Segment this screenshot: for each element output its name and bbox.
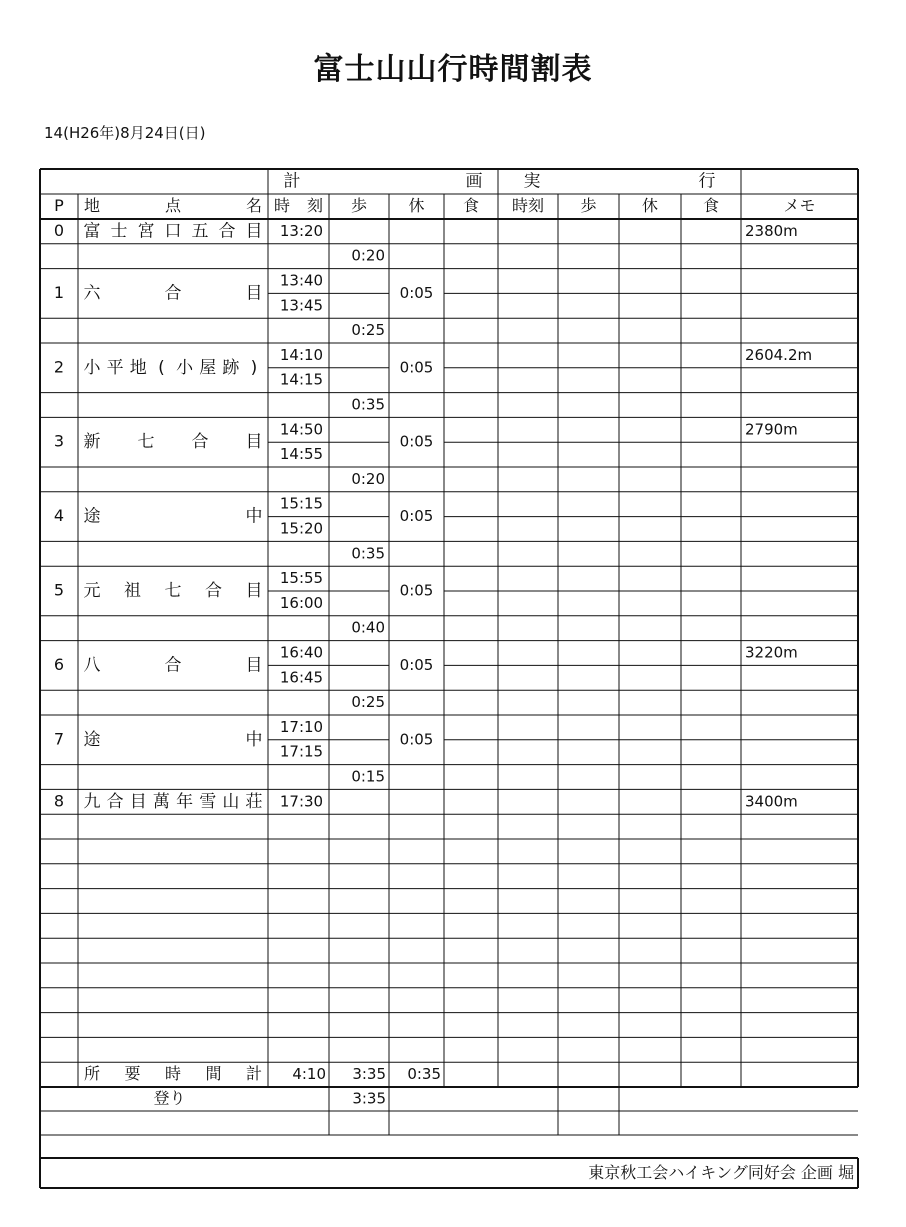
- plan-time: 13:45: [279, 296, 324, 315]
- point-name: [84, 581, 263, 601]
- char: 小: [176, 357, 194, 378]
- point-name: [84, 655, 263, 675]
- header-plan-meal: 食: [462, 196, 480, 215]
- char: 年: [176, 791, 194, 812]
- header-place: [84, 196, 262, 215]
- plan-time: 16:40: [279, 643, 324, 662]
- char: 実: [523, 171, 541, 192]
- char: 荘: [245, 791, 263, 812]
- char: 所: [83, 1064, 101, 1084]
- header-act-meal: 食: [702, 196, 720, 215]
- header-act-walk: 歩: [580, 196, 597, 215]
- header-plan-time: [274, 196, 323, 215]
- header-act-rest: 休: [641, 196, 659, 215]
- header-actual: [524, 172, 716, 192]
- page-title: 富士山山行時間割表: [313, 52, 593, 87]
- header-plan-rest: 休: [408, 196, 425, 215]
- plan-time: 17:30: [279, 792, 324, 811]
- char: 行: [698, 171, 716, 192]
- point-number: 4: [53, 506, 65, 526]
- char: 合: [218, 221, 236, 242]
- point-name: [84, 220, 263, 241]
- plan-walk-time: 0:35: [351, 395, 385, 414]
- plan-time: 14:15: [279, 370, 324, 389]
- point-name: [84, 730, 263, 750]
- point-name: [84, 358, 258, 378]
- plan-rest-time: 0:05: [399, 507, 434, 526]
- plan-walk-time: 0:20: [351, 246, 385, 265]
- point-name: [84, 283, 263, 303]
- char: 九: [83, 791, 101, 812]
- char: 合: [164, 283, 182, 304]
- point-number: 7: [53, 729, 65, 749]
- plan-time: 15:20: [279, 519, 324, 538]
- point-number: 8: [53, 791, 65, 811]
- header-act-time: 時刻: [511, 196, 545, 215]
- char: 地: [129, 357, 147, 378]
- point-number: 0: [53, 220, 65, 240]
- char: 地: [83, 196, 101, 215]
- plan-rest-time: 0:05: [399, 655, 434, 674]
- plan-time: 15:55: [279, 569, 324, 588]
- char: 祖: [124, 581, 141, 601]
- char: 合: [164, 655, 182, 676]
- climb-walk: 3:35: [352, 1089, 386, 1108]
- plan-rest-time: 0:05: [399, 283, 434, 302]
- plan-walk-time: 0:25: [351, 693, 385, 712]
- char: 中: [245, 729, 263, 750]
- header-plan-walk: 歩: [350, 196, 368, 215]
- char: 間: [205, 1064, 222, 1084]
- char: 口: [164, 221, 182, 242]
- plan-rest-time: 0:05: [399, 432, 434, 451]
- char: 途: [83, 506, 101, 527]
- char: 点: [164, 196, 182, 215]
- char: 元: [83, 581, 101, 601]
- char: 計: [283, 171, 301, 192]
- point-number: 3: [53, 431, 65, 451]
- plan-time: 17:10: [279, 717, 324, 736]
- plan-time: 13:20: [279, 221, 324, 240]
- char: 新: [83, 432, 101, 453]
- char: 七: [164, 581, 182, 601]
- point-name: [84, 507, 263, 527]
- plan-time: 15:15: [279, 494, 324, 513]
- char: 目: [245, 655, 263, 676]
- char: 五: [191, 221, 209, 242]
- memo-altitude: 2790m: [745, 420, 798, 439]
- char: 途: [83, 729, 101, 750]
- climb-label: 登り: [153, 1088, 186, 1108]
- char: 六: [83, 283, 101, 304]
- char: 要: [124, 1064, 141, 1084]
- memo-altitude: 3220m: [745, 643, 798, 662]
- point-number: 5: [53, 580, 65, 600]
- char: 跡: [222, 357, 240, 378]
- point-number: 1: [53, 282, 65, 302]
- char: 屋: [199, 357, 217, 378]
- char: 合: [191, 432, 209, 453]
- char: 合: [106, 791, 124, 812]
- header-plan: [284, 172, 483, 192]
- point-number: 6: [53, 654, 65, 674]
- char: 合: [205, 581, 222, 601]
- totals-rest: 0:35: [407, 1065, 441, 1084]
- char: 富: [83, 221, 101, 242]
- char: 目: [245, 432, 263, 453]
- char: 名: [245, 196, 263, 215]
- char: (: [158, 357, 165, 378]
- memo-altitude: 2380m: [745, 221, 798, 240]
- totals-label: [84, 1064, 262, 1083]
- char: 平: [106, 357, 124, 378]
- plan-time: 14:10: [279, 345, 324, 364]
- char: 目: [129, 791, 147, 812]
- hike-date: 14(H26年)8月24日(日): [44, 124, 206, 142]
- plan-walk-time: 0:20: [351, 469, 385, 488]
- point-number: 2: [53, 357, 65, 377]
- plan-walk-time: 0:40: [351, 618, 385, 637]
- char: 山: [222, 791, 240, 812]
- header-p: P: [54, 196, 64, 215]
- plan-rest-time: 0:05: [399, 581, 434, 600]
- char: 八: [83, 655, 101, 676]
- organizer-footer: 東京秋工会ハイキング同好会 企画 堀: [588, 1163, 854, 1182]
- plan-walk-time: 0:35: [351, 544, 385, 563]
- char: 目: [245, 283, 263, 304]
- char: 士: [110, 221, 128, 242]
- point-name: [84, 432, 263, 452]
- plan-time: 13:40: [279, 271, 324, 290]
- totals-walk: 3:35: [352, 1065, 386, 1084]
- plan-walk-time: 0:25: [351, 321, 385, 340]
- char: ): [250, 357, 258, 378]
- plan-time: 16:00: [279, 593, 324, 612]
- plan-walk-time: 0:15: [351, 767, 385, 786]
- char: 画: [465, 171, 483, 192]
- char: 宮: [137, 221, 155, 242]
- plan-time: 14:50: [279, 420, 324, 439]
- char: 雪: [199, 791, 217, 812]
- plan-time: 16:45: [279, 668, 324, 687]
- char: 刻: [306, 196, 324, 215]
- char: 中: [245, 506, 263, 527]
- plan-rest-time: 0:05: [399, 358, 434, 377]
- char: 目: [245, 221, 263, 242]
- char: 七: [137, 432, 155, 453]
- plan-time: 14:55: [279, 445, 324, 464]
- plan-time: 17:15: [279, 742, 324, 761]
- char: 時: [164, 1064, 182, 1084]
- char: 萬: [152, 791, 170, 812]
- plan-rest-time: 0:05: [399, 730, 434, 749]
- totals-time: 4:10: [292, 1065, 326, 1084]
- header-memo: メモ: [783, 196, 816, 215]
- point-name: [84, 791, 263, 812]
- char: 目: [245, 581, 263, 601]
- char: 小: [83, 357, 101, 378]
- char: 時: [273, 196, 291, 215]
- memo-altitude: 2604.2m: [745, 345, 813, 364]
- memo-altitude: 3400m: [745, 792, 798, 811]
- char: 計: [245, 1064, 263, 1084]
